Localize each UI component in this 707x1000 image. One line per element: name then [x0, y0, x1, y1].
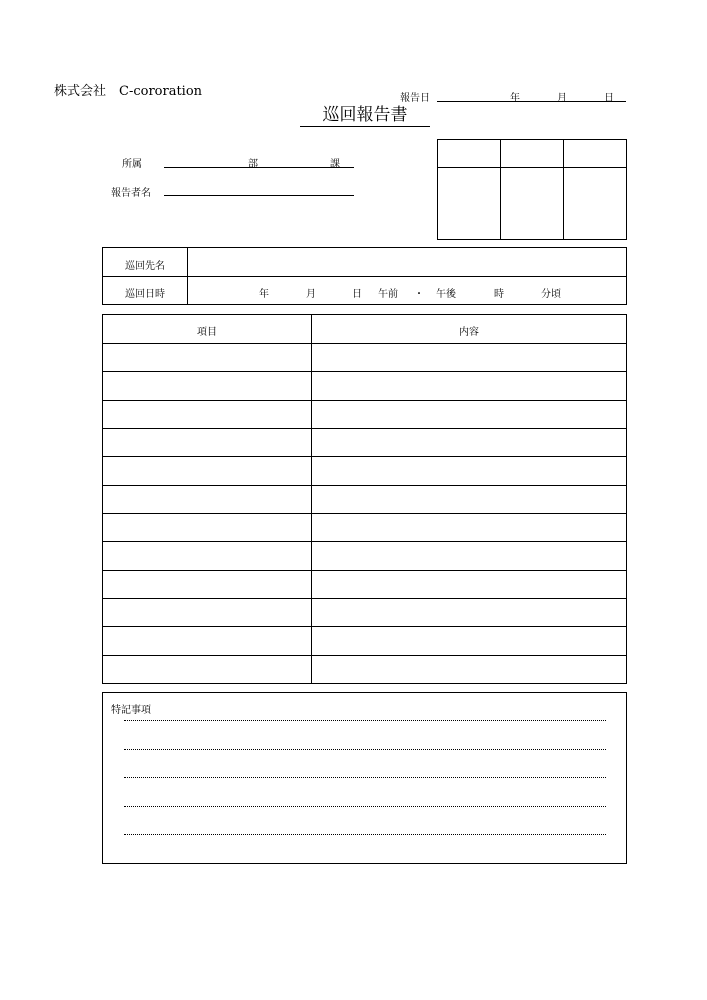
- table-row-divider: [103, 598, 626, 599]
- table-row-divider: [103, 343, 626, 344]
- table-row-divider: [103, 541, 626, 542]
- reporter-field[interactable]: [164, 195, 354, 196]
- table-cell-content[interactable]: [314, 628, 624, 652]
- table-cell-item[interactable]: [105, 487, 309, 511]
- affiliation-field[interactable]: [164, 167, 354, 168]
- approval-stamp-box: [437, 139, 627, 240]
- table-cell-item[interactable]: [105, 628, 309, 652]
- department-label: 部: [248, 159, 258, 170]
- stamp-header-divider: [438, 167, 626, 168]
- table-cell-content[interactable]: [314, 458, 624, 482]
- table-cell-item[interactable]: [105, 345, 309, 369]
- section-label: 課: [330, 159, 340, 170]
- table-cell-content[interactable]: [314, 402, 624, 426]
- report-date-month-label: 月: [557, 93, 567, 104]
- items-table: [102, 314, 627, 684]
- table-cell-content[interactable]: [314, 572, 624, 596]
- notes-box: [102, 692, 627, 864]
- notes-line[interactable]: [124, 749, 606, 750]
- visit-am-label: 午前: [378, 289, 398, 300]
- report-date-year-label: 年: [510, 93, 520, 104]
- visit-separator: ・: [414, 289, 424, 300]
- stamp-divider: [500, 140, 501, 239]
- table-row-divider: [103, 400, 626, 401]
- table-cell-content[interactable]: [314, 345, 624, 369]
- notes-line[interactable]: [124, 834, 606, 835]
- visit-pm-label: 午後: [436, 289, 456, 300]
- visit-destination-label: 巡回先名: [125, 261, 165, 272]
- visit-info-box: [102, 247, 627, 305]
- table-cell-item[interactable]: [105, 543, 309, 567]
- table-cell-item[interactable]: [105, 402, 309, 426]
- visit-day-label: 日: [352, 289, 362, 300]
- reporter-label: 報告者名: [111, 188, 151, 199]
- notes-line[interactable]: [124, 806, 606, 807]
- table-row-divider: [103, 513, 626, 514]
- page-title: 巡回報告書: [300, 105, 430, 127]
- visit-hour-label: 時: [494, 289, 504, 300]
- visit-row-divider: [103, 276, 626, 277]
- affiliation-label: 所属: [122, 159, 142, 170]
- table-cell-content[interactable]: [314, 373, 624, 397]
- table-cell-item[interactable]: [105, 572, 309, 596]
- table-row-divider: [103, 428, 626, 429]
- table-row-divider: [103, 626, 626, 627]
- report-date-field[interactable]: [437, 101, 626, 102]
- table-cell-content[interactable]: [314, 543, 624, 567]
- table-cell-item[interactable]: [105, 373, 309, 397]
- report-date-day-label: 日: [604, 93, 614, 104]
- visit-year-label: 年: [259, 289, 269, 300]
- notes-title: 特記事項: [111, 705, 151, 716]
- table-row-divider: [103, 456, 626, 457]
- table-row-divider: [103, 570, 626, 571]
- notes-line[interactable]: [124, 720, 606, 721]
- company-name: 株式会社 C-cororation: [54, 84, 203, 99]
- table-cell-item[interactable]: [105, 458, 309, 482]
- table-cell-content[interactable]: [314, 430, 624, 454]
- table-cell-content[interactable]: [314, 657, 624, 681]
- visit-month-label: 月: [306, 289, 316, 300]
- table-cell-item[interactable]: [105, 515, 309, 539]
- table-row-divider: [103, 655, 626, 656]
- table-cell-content[interactable]: [314, 515, 624, 539]
- visit-destination-field[interactable]: [189, 250, 624, 274]
- table-cell-content[interactable]: [314, 487, 624, 511]
- stamp-divider: [563, 140, 564, 239]
- table-cell-item[interactable]: [105, 657, 309, 681]
- table-cell-content[interactable]: [314, 600, 624, 624]
- visit-minute-label: 分頃: [541, 289, 561, 300]
- notes-line[interactable]: [124, 777, 606, 778]
- report-date-label: 報告日: [400, 93, 430, 104]
- items-header-item: 項目: [197, 327, 217, 338]
- table-cell-item[interactable]: [105, 600, 309, 624]
- table-row-divider: [103, 371, 626, 372]
- visit-datetime-label: 巡回日時: [125, 289, 165, 300]
- table-row-divider: [103, 485, 626, 486]
- items-column-divider: [311, 315, 312, 683]
- table-cell-item[interactable]: [105, 430, 309, 454]
- items-header-content: 内容: [459, 327, 479, 338]
